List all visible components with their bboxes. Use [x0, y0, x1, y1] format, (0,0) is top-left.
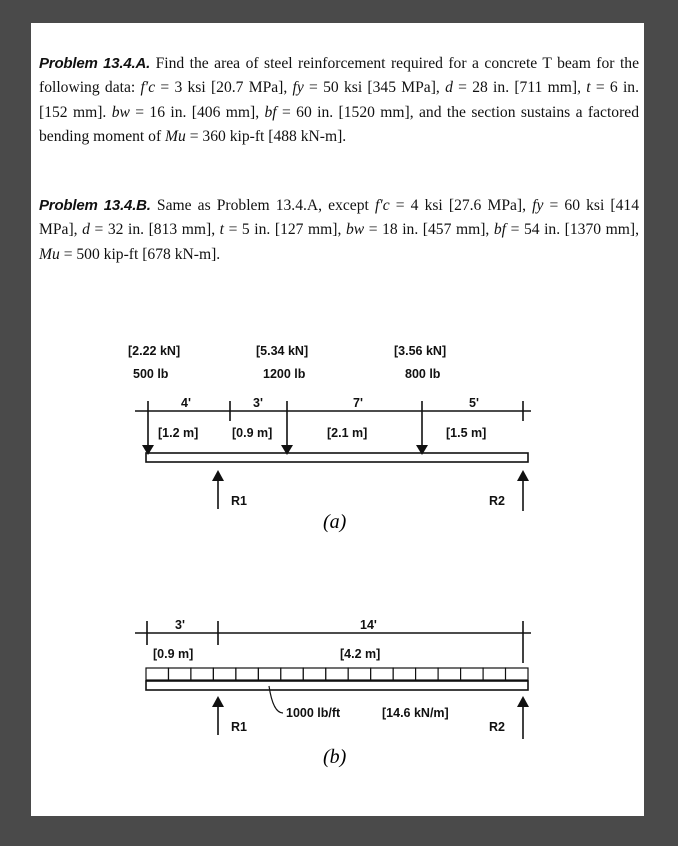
figure-b-reaction-1-label: R1: [231, 720, 247, 734]
figure-a-span-1-m: [1.2 m]: [158, 426, 199, 440]
figure-b-span-2-m: [4.2 m]: [340, 647, 381, 661]
problem-a-title: Problem 13.4.A.: [39, 55, 151, 72]
figure-a-span-3-ft: 7': [353, 396, 363, 410]
figure-a-span-2-ft: 3': [253, 396, 263, 410]
figure-b-arrowhead: [517, 696, 529, 707]
figure-a-beam: [146, 453, 528, 462]
problem-b-text: Same as Problem 13.4.A, except f′c = 4 ksi [27.6 MPa], fy = 60 ksi [414 MPa], d = 32 in. [813 mm], t = 5 in. [127 mm], bw = 18 in. [457 mm], bf = 54 in. [1370 mm], Mu = 500 kip-ft [678 kN-m].: [39, 197, 640, 263]
distributed-load-block: [483, 668, 506, 680]
distributed-load-block: [303, 668, 326, 680]
figure-b-load-label-si: [14.6 kN/m]: [382, 706, 449, 720]
figure-b-caption: (b): [323, 746, 347, 768]
problem-b-title: Problem 13.4.B.: [39, 197, 151, 214]
figure-a-span-1-ft: 4': [181, 396, 191, 410]
distributed-load-block: [461, 668, 484, 680]
figure-a-reaction-1-label: R1: [231, 494, 247, 508]
figure-a-load-3-lb: 800 lb: [405, 367, 441, 381]
figure-b-load-label: 1000 lb/ft: [286, 706, 341, 720]
distributed-load-block: [258, 668, 281, 680]
figure-a-span-4-m: [1.5 m]: [446, 426, 487, 440]
distributed-load-block: [371, 668, 394, 680]
figure-b-reaction-2-label: R2: [489, 720, 505, 734]
figure-b-distributed-load: [146, 668, 528, 680]
distributed-load-block: [213, 668, 236, 680]
distributed-load-block: [191, 668, 214, 680]
figure-a-load-1-kn: [2.22 kN]: [128, 344, 181, 358]
figure-a-load-2-kn: [5.34 kN]: [256, 344, 309, 358]
figure-b-span-1-ft: 3': [175, 618, 185, 632]
distributed-load-block: [169, 668, 192, 680]
distributed-load-block: [438, 668, 461, 680]
figure-a-span-4-ft: 5': [469, 396, 479, 410]
figure-b-arrowhead: [212, 696, 224, 707]
figure-a-beam-diagram: [31, 23, 644, 816]
figure-a-arrowhead: [212, 470, 224, 481]
distributed-load-block: [416, 668, 439, 680]
figure-a-span-3-m: [2.1 m]: [327, 426, 368, 440]
distributed-load-block: [506, 668, 529, 680]
distributed-load-block: [348, 668, 371, 680]
figure-a-span-2-m: [0.9 m]: [232, 426, 273, 440]
figure-b-beam: [146, 681, 528, 690]
distributed-load-block: [393, 668, 416, 680]
distributed-load-block: [236, 668, 259, 680]
figure-b-span-2-ft: 14': [360, 618, 377, 632]
figure-b-span-1-m: [0.9 m]: [153, 647, 194, 661]
figure-a-load-3-kn: [3.56 kN]: [394, 344, 447, 358]
distributed-load-block: [281, 668, 304, 680]
problem-a-text: Find the area of steel reinforcement required for a concrete T beam for the following data: f′c = 3 ksi [20.7 MPa], fy = 50 ksi [345 MPa], d = 28 in. [711 mm], t = 6 in. [152 mm]. bw = 16 in. [406 mm], bf = 60 in. [1520 mm], and the section sustains a factored bending moment of Mu = 360 kip-ft [488 kN-m].: [39, 55, 639, 145]
distributed-load-block: [326, 668, 349, 680]
figure-b-arrowhead: [517, 470, 529, 481]
figure-a-load-1-lb: 500 lb: [133, 367, 169, 381]
figure-a-load-2-lb: 1200 lb: [263, 367, 306, 381]
figure-a-reaction-2-label: R2: [489, 494, 505, 508]
figure-a-caption: (a): [323, 511, 347, 533]
distributed-load-block: [146, 668, 169, 680]
textbook-page: [31, 23, 644, 816]
